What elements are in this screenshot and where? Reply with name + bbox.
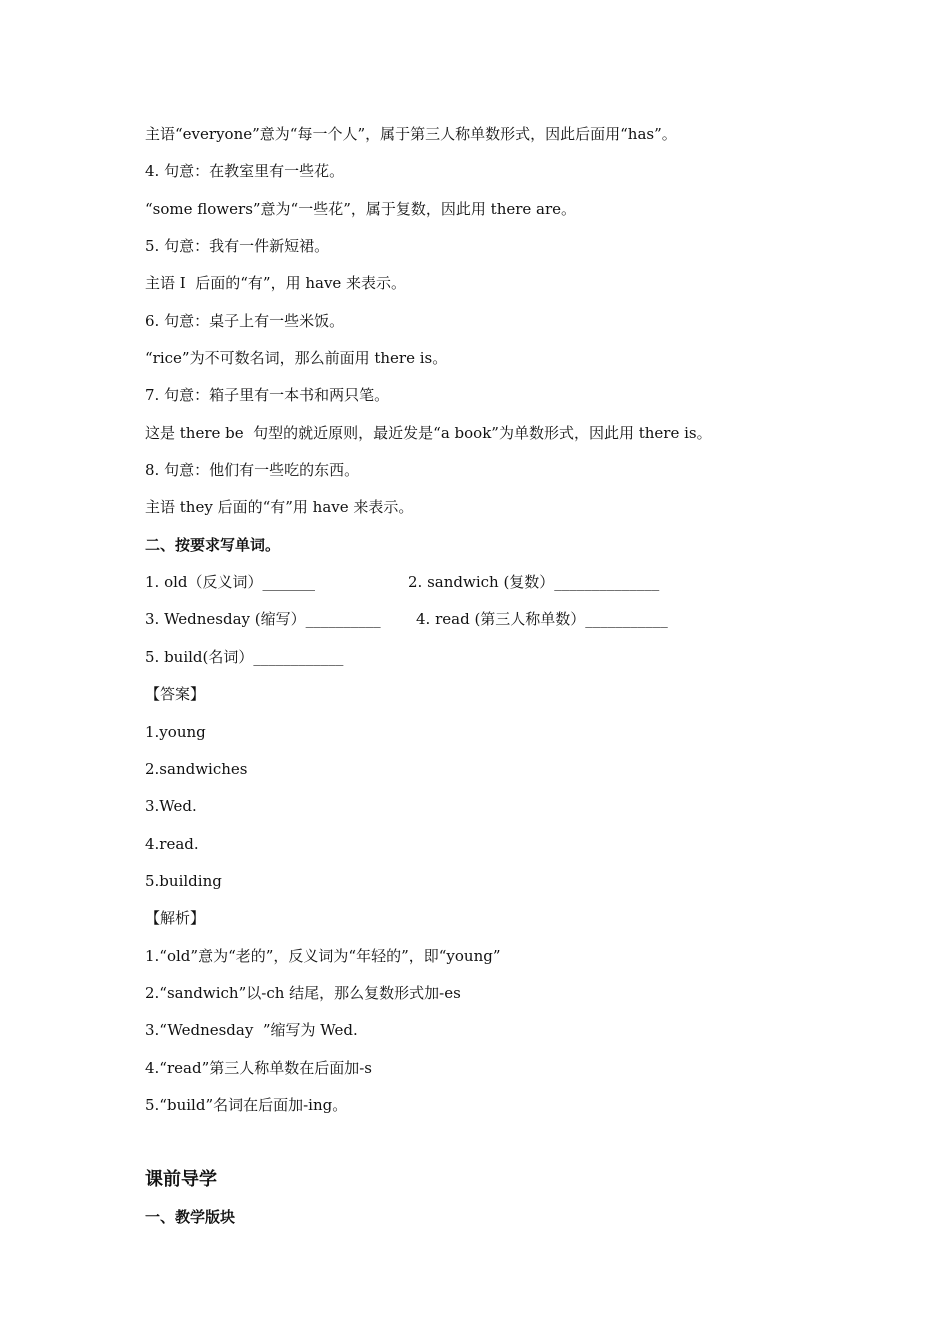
question-3: 3. Wednesday (缩写）__________ <box>145 610 381 628</box>
explanation-line: 主语 I 后面的“有”，用 have 来表示。 <box>145 274 407 292</box>
analysis-item: 5.“build”名词在后面加-ing。 <box>145 1096 348 1114</box>
explanation-line: 6. 句意：桌子上有一些米饭。 <box>145 312 345 330</box>
explanation-line: 4. 句意：在教室里有一些花。 <box>145 162 345 180</box>
preview-title: 课前导学 <box>145 1169 217 1190</box>
explanation-line: 这是 there be 句型的就近原则，最近发是“a book”为单数形式，因此用 there is。 <box>145 424 712 442</box>
preview-subtitle: 一、教学版块 <box>145 1208 236 1226</box>
analysis-label: 【解析】 <box>145 909 206 927</box>
answer-label: 【答案】 <box>145 685 206 703</box>
explanation-line: 7. 句意：箱子里有一本书和两只笔。 <box>145 386 390 404</box>
question-4: 4. read (第三人称单数）___________ <box>416 610 668 628</box>
explanation-line: 主语“everyone”意为“每一个人”，属于第三人称单数形式，因此后面用“has”。 <box>145 125 677 143</box>
explanation-line: 主语 they 后面的“有”用 have 来表示。 <box>145 498 414 516</box>
question-2: 2. sandwich (复数）______________ <box>408 573 660 591</box>
explanation-line: 5. 句意：我有一件新短裙。 <box>145 237 330 255</box>
answer-item: 2.sandwiches <box>145 760 248 778</box>
explanation-line: “rice”为不可数名词，那么前面用 there is。 <box>145 349 448 367</box>
question-5: 5. build(名词）____________ <box>145 648 344 666</box>
analysis-item: 4.“read”第三人称单数在后面加-s <box>145 1059 373 1077</box>
answer-item: 5.building <box>145 872 222 890</box>
analysis-item: 3.“Wednesday ”缩写为 Wed. <box>145 1021 358 1039</box>
question-1: 1. old（反义词）_______ <box>145 573 316 591</box>
explanation-line: 8. 句意：他们有一些吃的东西。 <box>145 461 360 479</box>
answer-item: 4.read. <box>145 835 199 853</box>
answer-item: 1.young <box>145 723 206 741</box>
analysis-item: 2.“sandwich”以-ch 结尾，那么复数形式加-es <box>145 984 461 1002</box>
explanation-line: “some flowers”意为“一些花”，属于复数，因此用 there are。 <box>145 200 577 218</box>
answer-item: 3.Wed. <box>145 797 197 815</box>
section-title: 二、按要求写单词。 <box>145 536 281 554</box>
analysis-item: 1.“old”意为“老的”，反义词为“年轻的”，即“young” <box>145 947 501 965</box>
